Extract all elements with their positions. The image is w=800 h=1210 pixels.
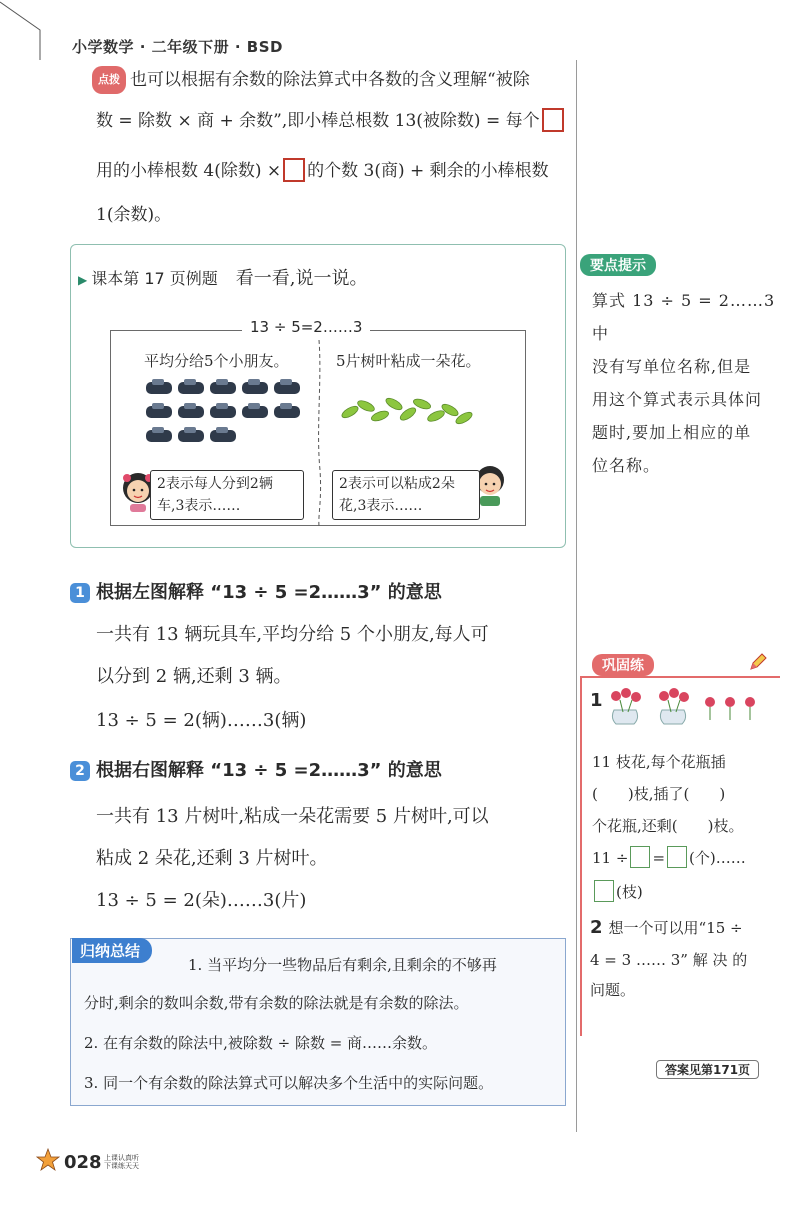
bubble-text: 车,3表示……	[157, 498, 241, 514]
flower-icon	[631, 692, 641, 702]
example-label: 课本第 17 页例题	[91, 269, 218, 288]
question-1-line-2[interactable]: ( )枝,插了( )	[592, 785, 726, 803]
blank-box[interactable]	[283, 158, 305, 182]
vase-icon	[659, 688, 689, 724]
toy-car-icon	[242, 379, 268, 394]
intro-line-1	[92, 66, 570, 94]
toy-car-icon	[210, 427, 236, 442]
question-1-line-1: 11 枝花,每个花瓶插	[592, 753, 726, 771]
summary-line-1a: 1. 当平均分一些物品后有剩余,且剩余的不够再	[188, 956, 497, 974]
bubble-text: 2表示可以粘成2朵	[339, 476, 455, 492]
bubble-text: 花,3表示……	[339, 498, 423, 514]
slogan-line: 下课练天天	[104, 1162, 139, 1170]
summary-line-2: 2. 在有余数的除法中,被除数 ÷ 除数 = 商……余数。	[84, 1034, 438, 1052]
eq-text: 11 ÷	[592, 849, 629, 867]
question-2-number: 2	[590, 917, 603, 938]
summary-line-1b: 分时,剩余的数叫余数,带有余数的除法就是有余数的除法。	[84, 994, 469, 1012]
section-2-line-1: 一共有 13 片树叶,粘成一朵花需要 5 片树叶,可以	[96, 806, 489, 827]
toy-car-icon	[242, 403, 268, 418]
page-number: 028	[64, 1152, 102, 1173]
triangle-icon: ▶	[78, 273, 88, 287]
section-number-badge: 2	[70, 761, 90, 781]
intro-line-4: 1(余数)。	[96, 205, 172, 225]
bubble-text: 2表示每人分到2辆	[157, 476, 273, 492]
toy-car-icon	[178, 427, 204, 442]
answer-reference: 答案见第171页	[656, 1060, 759, 1079]
eq-text: (个)……	[689, 849, 746, 867]
intro-text-2: 数 = 除数 × 商 + 余数”,即小棒总根数 13(被除数) = 每个	[96, 111, 540, 131]
tip-badge-small: 点拨	[92, 66, 126, 94]
pencil-icon	[748, 652, 768, 672]
question-1-number: 1	[590, 690, 603, 711]
question-1-line-4	[592, 846, 746, 870]
answer-box[interactable]	[594, 880, 614, 902]
section-number-badge: 1	[70, 583, 90, 603]
flower-icon	[669, 688, 679, 698]
example-heading	[78, 264, 368, 290]
section-title-text: 根据右图解释 “13 ÷ 5 =2……3” 的意思	[96, 760, 442, 781]
star-mascot-icon	[36, 1148, 60, 1172]
flower-icon	[621, 688, 631, 698]
flowers-illustration	[606, 688, 776, 726]
section-1-line-2: 以分到 2 辆,还剩 3 辆。	[96, 666, 292, 687]
section-title-text: 根据左图解释 “13 ÷ 5 =2……3” 的意思	[96, 582, 442, 603]
flower-icon	[659, 691, 669, 701]
eq-text: =	[652, 849, 666, 867]
question-2-line-2: 4 = 3 …… 3” 解 决 的	[590, 951, 748, 969]
speech-bubble-right	[332, 470, 480, 520]
toy-car-icon	[146, 379, 172, 394]
tip-line: 算式 13 ÷ 5 = 2……3 中	[592, 291, 776, 343]
leaf-icon	[384, 396, 404, 412]
toy-car-icon	[210, 379, 236, 394]
left-panel-caption: 平均分给5个小朋友。	[144, 352, 289, 370]
section-1-equation: 13 ÷ 5 = 2(辆)……3(辆)	[96, 710, 307, 731]
dashed-separator	[314, 340, 324, 526]
tip-line: 题时,要加上相应的单	[592, 423, 752, 442]
question-2-line-1	[590, 916, 743, 940]
toy-car-icon	[146, 427, 172, 442]
question-2-text: 想一个可以用“15 ÷	[608, 919, 743, 937]
question-1-line-3[interactable]: 个花瓶,还剩( )枝。	[592, 817, 744, 835]
example-instruction: 看一看,说一说。	[235, 268, 368, 289]
intro-text-1: 也可以根据有余数的除法算式中各数的含义理解“被除	[130, 70, 530, 90]
toy-car-icon	[274, 379, 300, 394]
tip-line: 用这个算式表示具体问	[592, 390, 763, 409]
intro-text-3b: 的个数 3(商) + 剩余的小棒根数	[307, 161, 549, 181]
tip-line: 位名称。	[592, 456, 661, 475]
speech-bubble-left	[150, 470, 304, 520]
question-1-line-5	[592, 880, 643, 904]
toy-car-icon	[178, 403, 204, 418]
column-divider	[576, 60, 577, 1132]
intro-line-2	[96, 108, 574, 134]
summary-badge: 归纳总结	[72, 938, 152, 963]
key-tips-text	[592, 284, 780, 482]
toy-cars-illustration	[144, 378, 304, 446]
section-2-equation: 13 ÷ 5 = 2(朵)……3(片)	[96, 890, 307, 911]
flower-icon	[705, 697, 715, 707]
practice-rule	[580, 676, 780, 678]
section-1-line-1: 一共有 13 辆玩具车,平均分给 5 个小朋友,每人可	[96, 624, 489, 645]
intro-text-3a: 用的小棒根数 4(除数) ×	[96, 161, 282, 181]
section-1-title	[70, 578, 442, 604]
practice-badge: 巩固练	[592, 654, 654, 676]
page-header: 小学数学 · 二年级下册 · BSD	[72, 38, 283, 56]
footer-slogan	[104, 1154, 139, 1170]
practice-side-rule	[580, 676, 582, 1036]
summary-line-3: 3. 同一个有余数的除法算式可以解决多个生活中的实际问题。	[84, 1074, 494, 1092]
leaf-icon	[356, 399, 376, 414]
intro-line-3	[96, 158, 574, 184]
toy-car-icon	[210, 403, 236, 418]
answer-box[interactable]	[667, 846, 687, 868]
leaf-icon	[426, 409, 446, 424]
toy-car-icon	[274, 403, 300, 418]
flower-icon	[745, 697, 755, 707]
leaves-illustration	[340, 390, 480, 432]
flower-icon	[725, 697, 735, 707]
slogan-line: 上课认真听	[104, 1154, 139, 1162]
tip-line: 没有写单位名称,但是	[592, 357, 752, 376]
corner-decoration	[0, 0, 60, 60]
toy-car-icon	[178, 379, 204, 394]
toy-car-icon	[146, 403, 172, 418]
question-2-line-3: 问题。	[590, 981, 636, 999]
blank-box[interactable]	[542, 108, 564, 132]
leaf-icon	[340, 404, 360, 420]
flower-icon	[611, 691, 621, 701]
section-2-title	[70, 756, 442, 782]
section-2-line-2: 粘成 2 朵花,还剩 3 片树叶。	[96, 848, 328, 869]
illustration-equation: 13 ÷ 5=2……3	[242, 318, 370, 336]
flower-icon	[679, 692, 689, 702]
key-tips-badge: 要点提示	[580, 254, 656, 276]
eq-text: (枝)	[616, 883, 643, 901]
vase-icon	[611, 688, 641, 724]
answer-box[interactable]	[630, 846, 650, 868]
right-panel-caption: 5片树叶粘成一朵花。	[336, 352, 481, 370]
